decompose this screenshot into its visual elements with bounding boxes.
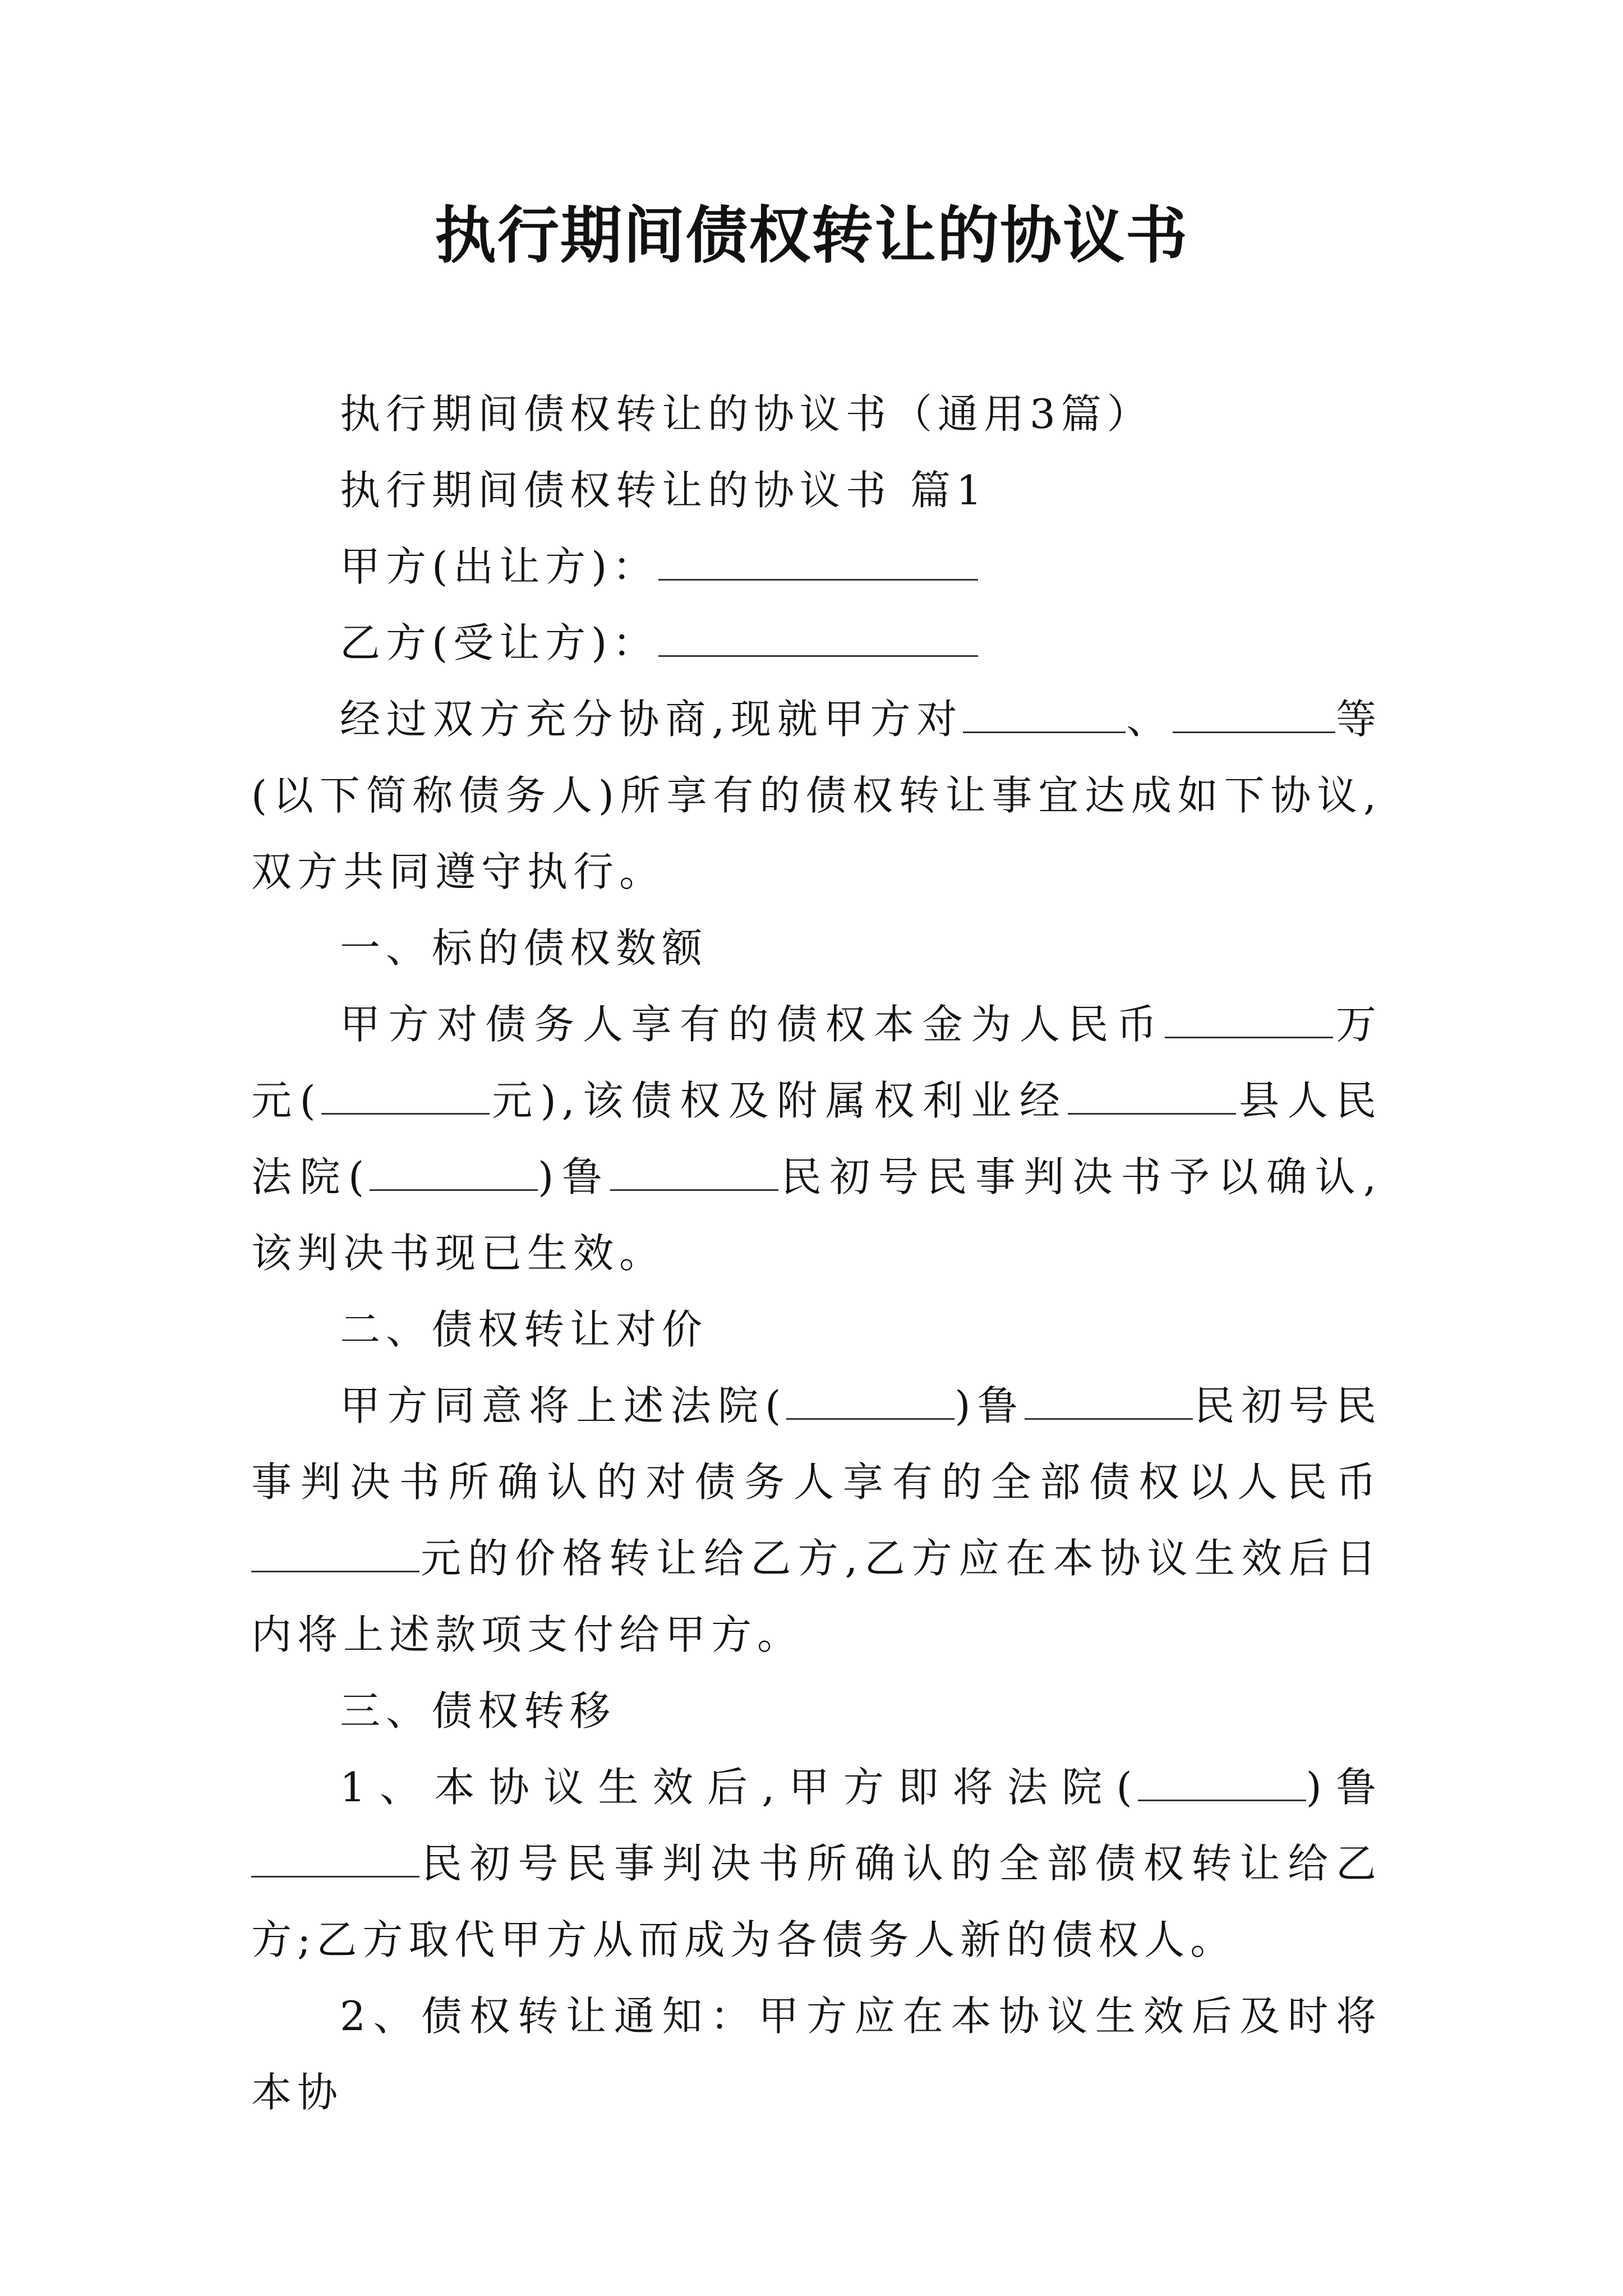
party-b-line: 乙方(受让方)： <box>251 605 1382 681</box>
subtitle: 执行期间债权转让的协议书（通用3篇） <box>340 390 1153 438</box>
blank-line <box>251 1534 419 1572</box>
section-3-item-2: 2、债权转让通知：甲方应在本协议生效后及时将本协 <box>251 1993 1382 2116</box>
blank-line <box>610 1153 778 1191</box>
blank-line <box>370 1153 538 1191</box>
heading-3: 三、债权转移 <box>340 1687 616 1734</box>
blank-line <box>1138 1763 1306 1801</box>
party-a-line: 甲方(出让方)： <box>251 528 1382 605</box>
section-1-paragraph: 甲方对债务人享有的债权本金为人民币 万元( 元),该债权及附属权利业经 县人民法院( )鲁 民初号民事判决书予以确认,该判决书现已生效。 <box>251 1001 1382 1277</box>
section-heading: 执行期间债权转让的协议书 篇1 <box>340 467 988 514</box>
intro-paragraph: 经过双方充分协商,现就甲方对 、 等(以下简称债务人)所享有的债权转让事宜达成如下协议,双方共同遵守执行。 <box>251 696 1382 895</box>
heading-2: 二、债权转让对价 <box>340 1306 708 1353</box>
blank-line <box>963 695 1126 733</box>
section-3-item-1: 1、本协议生效后,甲方即将法院( )鲁民初号民事判决书所确认的全部债权转让给乙方;乙方取代甲方从而成为各债务人新的债权人。 <box>251 1764 1382 1963</box>
document-body <box>251 376 1382 2131</box>
blank-line <box>1173 695 1335 733</box>
blank-line <box>1165 1000 1333 1038</box>
blank-line <box>251 1839 419 1878</box>
blank-line <box>1025 1382 1193 1420</box>
blank-line <box>658 619 978 657</box>
blank-line <box>321 1076 490 1115</box>
heading-1: 一、标的债权数额 <box>340 924 708 972</box>
document-title: 执行期间债权转让的协议书 <box>435 200 1188 272</box>
blank-line <box>658 542 978 581</box>
blank-line <box>786 1382 955 1420</box>
blank-line <box>1068 1076 1236 1115</box>
section-2-paragraph: 甲方同意将上述法院( )鲁 民初号民事判决书所确认的对债务人享有的全部债权以人民币元的价格转让给乙方,乙方应在本协议生效后日内将上述款项支付给甲方。 <box>251 1382 1382 1658</box>
